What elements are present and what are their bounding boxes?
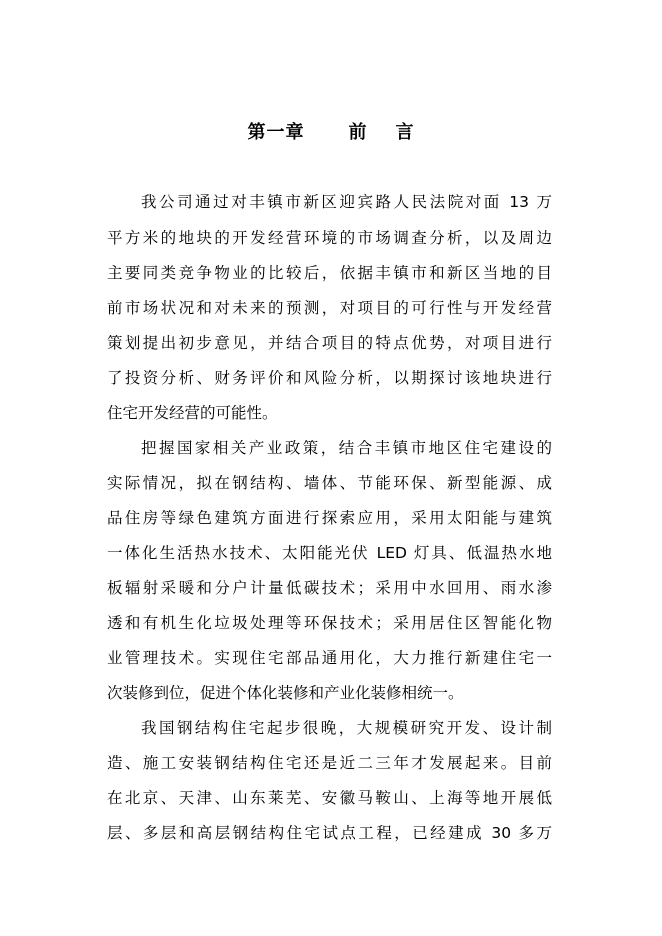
paragraph-2-line-8: 次装修到位，促进个体化装修和产业化装修相统一。 bbox=[107, 684, 464, 702]
chapter-name-char-2: 言 bbox=[395, 122, 415, 143]
paragraph-3-line-4: 层、多层和高层钢结构住宅试点工程，已经建成 30 多万 bbox=[107, 824, 552, 842]
chapter-title bbox=[0, 121, 662, 145]
paragraph-2-line-7: 业管理技术。实现住宅部品通用化，大力推行新建住宅一 bbox=[107, 649, 552, 667]
paragraph-2-line-2: 实际情况，拟在钢结构、墙体、节能环保、新型能源、成 bbox=[107, 474, 552, 492]
paragraph-1-line-3: 主要同类竞争物业的比较后，依据丰镇市和新区当地的目 bbox=[107, 264, 552, 282]
paragraph-3-line-1: 我国钢结构住宅起步很晚，大规模研究开发、设计制 bbox=[141, 719, 552, 737]
paragraph-1-line-4: 前市场状况和对未来的预测，对项目的可行性与开发经营 bbox=[107, 299, 552, 317]
paragraph-2-line-5: 板辐射采暖和分户计量低碳技术；采用中水回用、雨水渗 bbox=[107, 579, 552, 597]
paragraph-2-line-3: 品住房等绿色建筑方面进行探索应用，采用太阳能与建筑 bbox=[107, 509, 552, 527]
chapter-number: 第一章 bbox=[247, 122, 305, 143]
paragraph-1-line-6: 了投资分析、财务评价和风险分析，以期探讨该地块进行 bbox=[107, 369, 552, 387]
paragraph-3-line-3: 在北京、天津、山东莱芜、安徽马鞍山、上海等地开展低 bbox=[107, 789, 552, 807]
paragraph-1-line-1: 我公司通过对丰镇市新区迎宾路人民法院对面 13 万 bbox=[141, 193, 552, 211]
paragraph-1-line-5: 策划提出初步意见，并结合项目的特点优势，对项目进行 bbox=[107, 334, 552, 352]
paragraph-3-line-2: 造、施工安装钢结构住宅还是近二三年才发展起来。目前 bbox=[107, 754, 552, 772]
paragraph-2-line-1: 把握国家相关产业政策，结合丰镇市地区住宅建设的 bbox=[141, 439, 552, 457]
paragraph-1-line-2: 平方米的地块的开发经营环境的市场调查分析，以及周边 bbox=[107, 229, 552, 247]
paragraph-1-line-7: 住宅开发经营的可能性。 bbox=[107, 404, 278, 422]
chapter-name-char-1: 前 bbox=[348, 122, 368, 143]
paragraph-2-line-4: 一体化生活热水技术、太阳能光伏 LED 灯具、低温热水地 bbox=[107, 544, 552, 562]
paragraph-2-line-6: 透和有机生化垃圾处理等环保技术；采用居住区智能化物 bbox=[107, 614, 552, 632]
